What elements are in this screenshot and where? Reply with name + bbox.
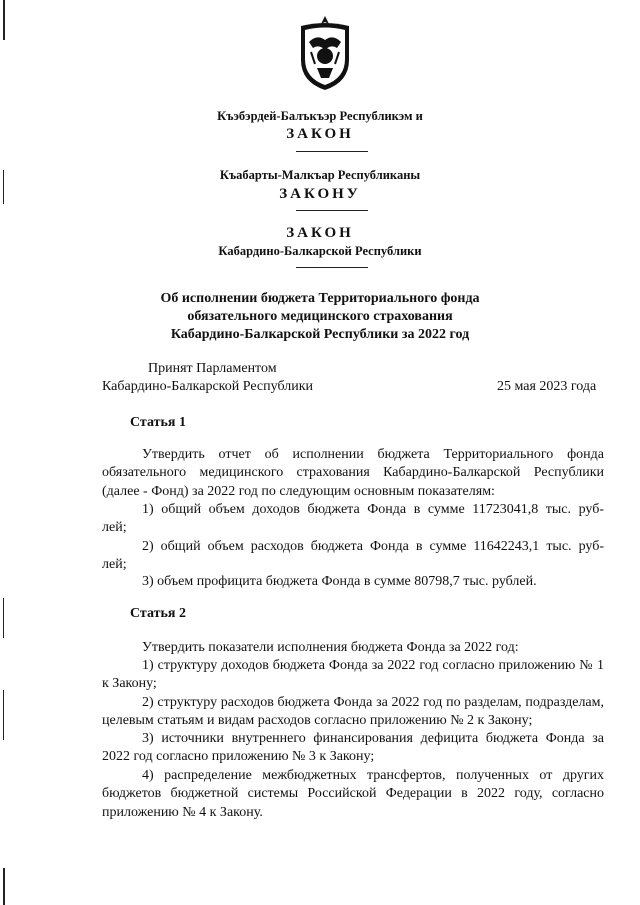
title-line: обязательного медицинского страхования	[187, 309, 453, 324]
article-2-item-4: 4) распределение межбюджетных трансфертов, полученных от других бюджетов бюджетной системы Российской Федерации в 2022 году, согласно приложению № 4 к Закону.	[102, 768, 604, 820]
article-1-item-3: 3) объем профицита бюджета Фонда в сумме 80798,7 тыс. рублей.	[142, 574, 537, 589]
article-2-item-3: 3) источники внутреннего финансирования дефицита бюджета Фонда за 2022 год согласно приложению № 3 к Закону;	[102, 731, 604, 765]
scan-edge-mark	[3, 0, 5, 40]
item-line: лей;	[102, 520, 127, 536]
article-1-heading: Статья 1	[130, 415, 186, 430]
header-law-balkar: ЗАКОНУ	[279, 186, 361, 202]
accepted-by-parliament: Кабардино-Балкарской Республики	[102, 379, 313, 394]
header-line-russian: Кабардино-Балкарской Республики	[218, 244, 422, 258]
document-title	[0, 290, 640, 344]
coat-of-arms-icon	[295, 12, 355, 92]
header-line-balkar: Къабарты-Малкъар Республиканы	[219, 168, 421, 182]
item-line: лей;	[102, 557, 127, 573]
item-line: 1) общий объем доходов бюджета Фонда в сумме 11723041,8 тыс. руб-	[142, 502, 604, 517]
article-2-item-1: 1) структуру доходов бюджета Фонда за 2022 год согласно приложению № 1 к Закону;	[102, 658, 604, 692]
scan-edge-mark	[3, 690, 4, 740]
header-divider	[296, 267, 368, 268]
header-line-kabardian: Къэбэрдей-Балъкъэр Республикэм и	[217, 109, 423, 123]
article-1-item-1	[102, 501, 604, 538]
header-divider	[296, 151, 368, 152]
title-line: Об исполнении бюджета Территориального фонда	[160, 291, 480, 306]
accepted-date: 25 мая 2023 года	[497, 379, 597, 394]
article-2-heading: Статья 2	[130, 606, 186, 621]
article-2-intro: Утвердить показатели исполнения бюджета Фонда за 2022 год:	[142, 640, 519, 655]
article-1-item-2	[102, 538, 604, 575]
scan-edge-mark	[3, 598, 4, 638]
accepted-by-line: Принят Парламентом	[148, 361, 277, 376]
header-divider	[296, 210, 368, 211]
item-line: 2) общий объем расходов бюджета Фонда в сумме 11642243,1 тыс. руб-	[142, 539, 604, 554]
header-law-kabardian: ЗАКОН	[286, 126, 354, 142]
article-1-intro: Утвердить отчет об исполнении бюджета Территориального фонда обязательного медицинского страхования Кабардино-Балкарской Республики (далее - Фонд) за 2022 год по следующим основным показателям:	[102, 447, 604, 499]
article-2-item-2: 2) структуру расходов бюджета Фонда за 2022 год по разделам, подразделам, целевым статьям и видам расходов согласно приложению № 2 к Закону;	[102, 695, 604, 729]
title-line: Кабардино-Балкарской Республики за 2022 год	[170, 327, 470, 342]
scan-edge-mark	[3, 868, 5, 905]
header-law-russian: ЗАКОН	[286, 225, 354, 241]
